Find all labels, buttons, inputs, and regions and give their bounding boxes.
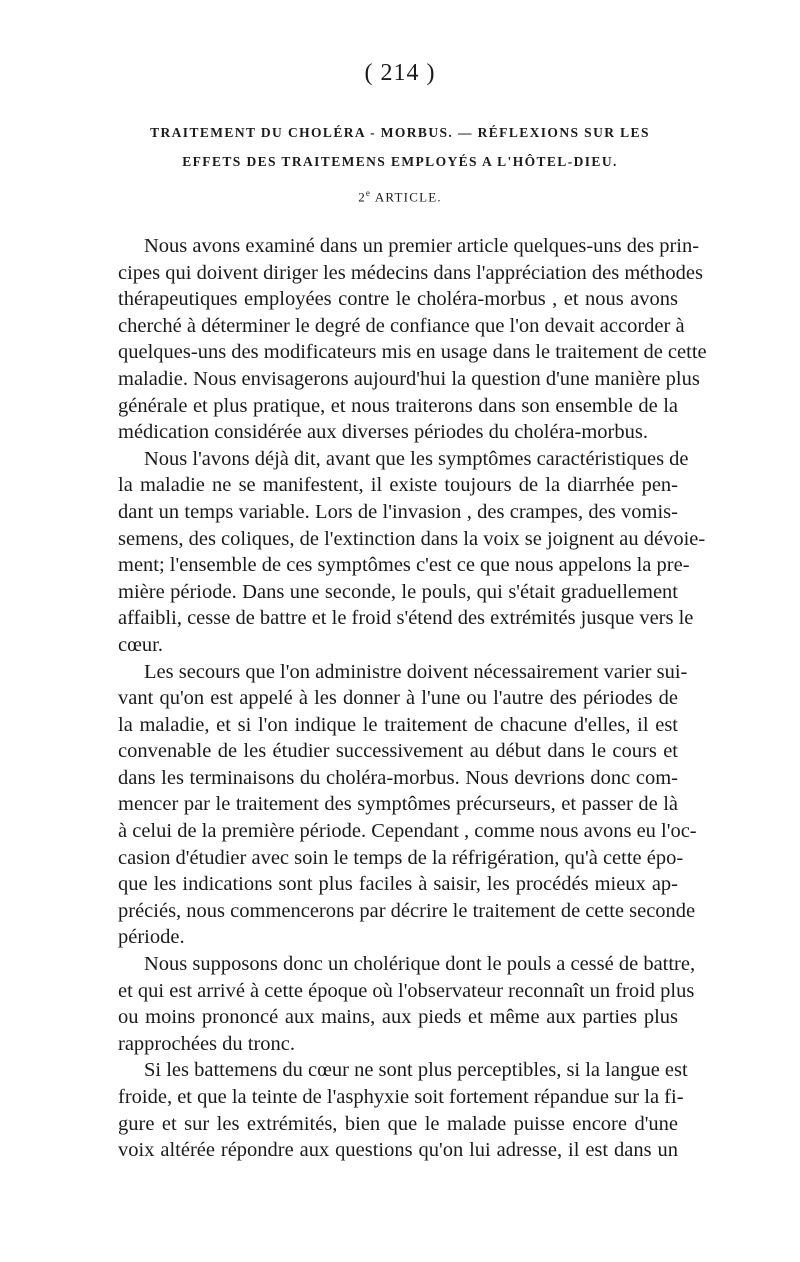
page-number: ( 214 )	[364, 60, 436, 86]
text-line: Les secours que l'on administre doivent nécessairement varier sui-	[144, 660, 688, 683]
text-line: à celui de la première période. Cependant , comme nous avons eu l'oc-	[118, 820, 697, 843]
text-line: que les indications sont plus faciles à saisir, les procédés mieux ap-	[118, 873, 678, 896]
text-line: froide, et que la teinte de l'asphyxie soit fortement répandue sur la fi-	[118, 1086, 684, 1108]
text-line: cœur.	[118, 633, 163, 656]
text-line: voix altérée répondre aux questions qu'on lui adresse, il est dans un	[118, 1139, 678, 1162]
title-line-1: TRAITEMENT DU CHOLÉRA - MORBUS. — RÉFLEXIONS SUR LES	[150, 125, 650, 140]
text-line: cipes qui doivent diriger les médecins dans l'appréciation des méthodes	[118, 261, 703, 284]
text-line: semens, des coliques, de l'extinction dans la voix se joignent au dévoie-	[118, 527, 706, 550]
text-line: Si les battemens du cœur ne sont plus perceptibles, si la langue est	[144, 1059, 688, 1082]
text-line: préciés, nous commencerons par décrire le traitement de cette seconde	[118, 899, 696, 922]
article-number: 2	[358, 189, 366, 205]
text-line: gure et sur les extrémités, bien que le malade puisse encore d'une	[118, 1112, 678, 1135]
title-line-2: EFFETS DES TRAITEMENS EMPLOYÉS A L'HÔTEL-DIEU.	[182, 154, 618, 169]
text-line: dans les terminaisons du choléra-morbus. Nous devrions donc com-	[118, 766, 678, 789]
text-line: médication considérée aux diverses périodes du choléra-morbus.	[118, 421, 648, 444]
article-ordinal-suffix: e	[365, 188, 372, 198]
text-line: Nous avons examiné dans un premier article quelques-uns des prin-	[144, 235, 700, 257]
text-line: casion d'étudier avec soin le temps de la réfrigération, qu'à cette épo-	[118, 846, 684, 869]
text-line: période.	[118, 926, 185, 949]
article-word: ARTICLE.	[374, 189, 442, 205]
text-line: ou moins prononcé aux mains, aux pieds et même aux parties plus	[118, 1006, 678, 1029]
text-line: Nous supposons donc un cholérique dont le pouls a cessé de battre,	[144, 953, 696, 976]
chapter-title	[110, 118, 690, 176]
text-line: cherché à déterminer le degré de confiance que l'on devait accorder à	[118, 314, 685, 337]
text-line: rapprochées du tronc.	[118, 1032, 296, 1055]
text-line: convenable de les étudier successivement au début dans le cours et	[118, 740, 678, 763]
article-heading	[0, 188, 800, 205]
text-line: quelques-uns des modificateurs mis en usage dans le traitement de cette	[118, 341, 707, 364]
text-line: Nous l'avons déjà dit, avant que les symptômes caractéristiques de	[144, 447, 689, 470]
body-text	[118, 233, 707, 1164]
text-line: la maladie, et si l'on indique le traitement de chacune d'elles, il est	[118, 713, 678, 736]
text-line: mière période. Dans une seconde, le pouls, qui s'était graduellement	[118, 580, 678, 603]
text-line: affaibli, cesse de battre et le froid s'étend des extrémités jusque vers le	[118, 607, 694, 630]
text-line: dant un temps variable. Lors de l'invasion , des crampes, des vomis-	[118, 500, 678, 523]
text-line: maladie. Nous envisagerons aujourd'hui la question d'une manière plus	[118, 367, 700, 390]
text-line: la maladie ne se manifestent, il existe toujours de la diarrhée pen-	[118, 474, 678, 497]
text-line: thérapeutiques employées contre le choléra-morbus , et nous avons	[118, 288, 678, 311]
text-line: ment; l'ensemble de ces symptômes c'est ce que nous appelons la pre-	[118, 554, 690, 577]
text-line: et qui est arrivé à cette époque où l'observateur reconnaît un froid plus	[118, 979, 695, 1002]
text-line: générale et plus pratique, et nous traiterons dans son ensemble de la	[118, 394, 678, 417]
text-line: mencer par le traitement des symptômes précurseurs, et passer de là	[118, 793, 678, 816]
text-line: vant qu'on est appelé à les donner à l'une ou l'autre des périodes de	[118, 687, 678, 710]
